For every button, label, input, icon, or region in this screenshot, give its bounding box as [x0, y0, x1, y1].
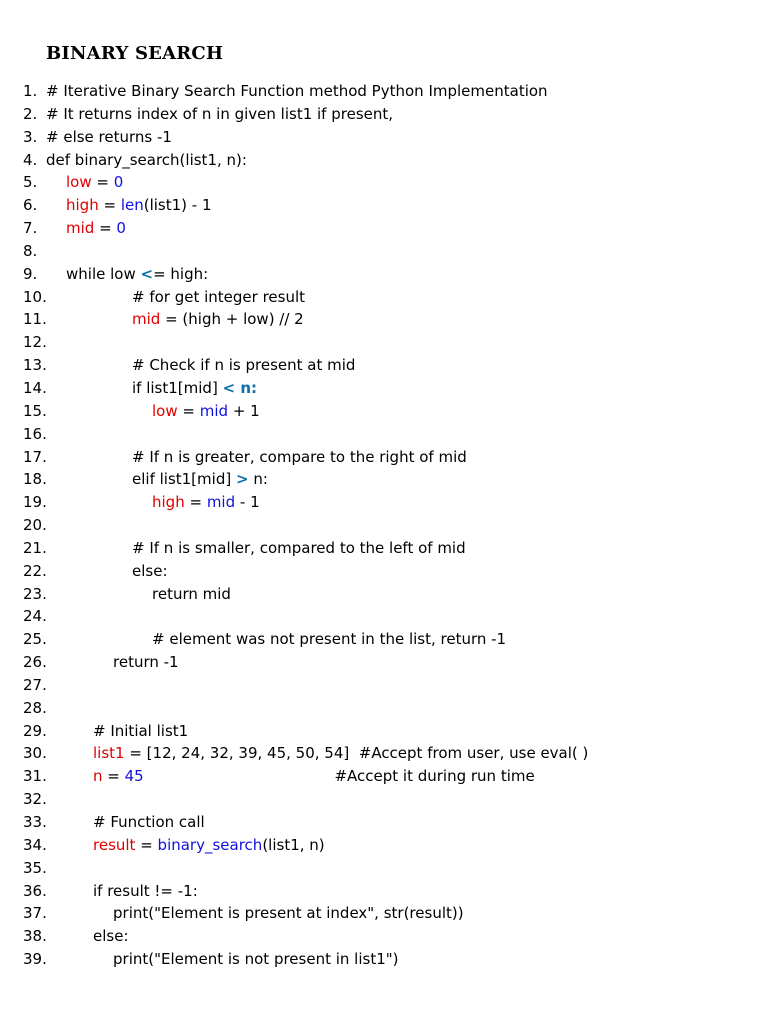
line-number: 22.: [23, 561, 47, 580]
line-number: 3.: [23, 127, 38, 146]
code-token: # else returns -1: [46, 127, 172, 146]
line-number: 16.: [23, 424, 47, 443]
code-line: [0, 491, 768, 514]
line-number: 12.: [23, 333, 47, 352]
code-token-red: mid: [66, 219, 95, 238]
code-line: [0, 354, 768, 377]
code-token: (list1, n): [262, 835, 325, 854]
code-text: [46, 80, 548, 103]
line-number: 18.: [23, 470, 47, 489]
line-number: 11.: [23, 310, 47, 329]
line-number: 2.: [23, 104, 38, 123]
code-text: [113, 651, 179, 674]
code-line: [0, 446, 768, 469]
code-token: n:: [248, 470, 268, 489]
line-number: 21.: [23, 538, 47, 557]
code-line: [0, 103, 768, 126]
code-text: [66, 217, 126, 240]
code-line: [0, 720, 768, 743]
code-token: # for get integer result: [132, 287, 306, 306]
code-text: [132, 560, 168, 583]
code-token: return mid: [152, 584, 231, 603]
code-text: [93, 720, 188, 743]
line-number: 30.: [23, 744, 47, 763]
code-token-blue: mid: [206, 493, 236, 512]
line-number: 8.: [23, 241, 38, 260]
code-line: [0, 697, 768, 720]
code-line: [0, 857, 768, 880]
code-token: =: [94, 219, 117, 238]
code-line: [0, 240, 768, 263]
code-text: [132, 354, 355, 377]
code-token: + 1: [228, 401, 260, 420]
code-line: [0, 331, 768, 354]
line-number: 7.: [23, 219, 38, 238]
code-line: [0, 742, 768, 765]
code-token: # If n is greater, compare to the right of mid: [132, 447, 467, 466]
code-text: [93, 880, 198, 903]
code-line: [0, 811, 768, 834]
code-token: while low: [66, 264, 141, 283]
code-token: #Accept it during run time: [143, 767, 535, 786]
line-number: 19.: [23, 493, 47, 512]
code-token: # It returns index of n in given list1 if present,: [46, 104, 394, 123]
code-text: [152, 628, 506, 651]
code-line: [0, 194, 768, 217]
code-token-blue: binary_search: [157, 835, 263, 854]
line-number: 5.: [23, 173, 38, 192]
code-token: return -1: [113, 653, 179, 672]
code-text: [46, 149, 247, 172]
code-text: [132, 446, 467, 469]
code-token-red: high: [66, 196, 99, 215]
code-line: [0, 788, 768, 811]
code-token: =: [102, 767, 125, 786]
code-listing: [0, 80, 768, 971]
code-line: [0, 286, 768, 309]
code-text: [93, 811, 205, 834]
code-text: [152, 583, 231, 606]
code-text: [113, 902, 464, 925]
line-number: 37.: [23, 904, 47, 923]
code-token: = high:: [153, 264, 209, 283]
line-number: 20.: [23, 516, 47, 535]
code-line: [0, 674, 768, 697]
line-number: 38.: [23, 927, 47, 946]
line-number: 31.: [23, 767, 47, 786]
code-text: [152, 400, 260, 423]
code-token-blue: 0: [113, 173, 124, 192]
code-token: =: [98, 196, 121, 215]
code-text: [66, 171, 123, 194]
code-token: else:: [132, 561, 168, 580]
code-token-red: result: [93, 835, 136, 854]
line-number: 9.: [23, 264, 38, 283]
code-token: =: [177, 401, 200, 420]
line-number: 36.: [23, 881, 47, 900]
code-line: [0, 80, 768, 103]
code-line: [0, 400, 768, 423]
code-text: [113, 948, 399, 971]
code-text: [66, 194, 212, 217]
line-number: 33.: [23, 813, 47, 831]
code-token-red: n: [93, 767, 103, 786]
code-token: = (high + low) // 2: [160, 310, 304, 329]
code-text: [46, 103, 393, 126]
code-token-red: low: [152, 401, 178, 420]
code-text: [132, 308, 304, 331]
code-line: [0, 605, 768, 628]
code-text: [93, 742, 588, 765]
code-token: - 1: [235, 493, 260, 512]
code-text: [66, 263, 208, 286]
code-line: [0, 423, 768, 446]
line-number: 4.: [23, 150, 38, 169]
code-token-op: < n:: [222, 378, 258, 397]
code-token: def binary_search(list1, n):: [46, 150, 247, 169]
code-line: [0, 263, 768, 286]
code-line: [0, 308, 768, 331]
code-token: # If n is smaller, compared to the left of mid: [132, 538, 466, 557]
code-token: # Check if n is present at mid: [132, 356, 356, 375]
code-line: [0, 468, 768, 491]
code-token: # element was not present in the list, return -1: [152, 630, 507, 649]
line-number: 24.: [23, 607, 47, 626]
code-line: [0, 149, 768, 172]
code-line: [0, 171, 768, 194]
code-token-op: >: [235, 470, 249, 489]
code-token: else:: [93, 927, 129, 946]
code-text: [132, 537, 466, 560]
line-number: 28.: [23, 698, 47, 717]
code-line: [0, 126, 768, 149]
code-token: # Iterative Binary Search Function method Python Implementation: [46, 82, 548, 100]
code-line: [0, 217, 768, 240]
code-text: [93, 834, 325, 857]
code-text: [93, 765, 535, 788]
code-line: [0, 925, 768, 948]
line-number: 34.: [23, 835, 47, 854]
line-number: 15.: [23, 401, 47, 420]
code-line: [0, 834, 768, 857]
line-number: 6.: [23, 196, 38, 215]
code-token-blue: 45: [124, 767, 144, 786]
code-line: [0, 377, 768, 400]
code-token-red: list1: [93, 744, 125, 763]
code-token: # Initial list1: [93, 721, 189, 740]
page-title: BINARY SEARCH: [46, 43, 224, 64]
code-line: [0, 583, 768, 606]
line-number: 26.: [23, 653, 47, 672]
code-line: [0, 880, 768, 903]
line-number: 35.: [23, 858, 47, 877]
code-line: [0, 514, 768, 537]
line-number: 1.: [23, 82, 38, 100]
line-number: 32.: [23, 790, 47, 809]
line-number: 29.: [23, 721, 47, 740]
code-text: [152, 491, 260, 514]
code-line: [0, 902, 768, 925]
code-token: =: [135, 835, 158, 854]
code-token: =: [91, 173, 114, 192]
line-number: 14.: [23, 378, 47, 397]
code-text: [93, 925, 129, 948]
line-number: 10.: [23, 287, 47, 306]
line-number: 39.: [23, 950, 47, 969]
code-token-red: high: [152, 493, 185, 512]
code-token: = [12, 24, 32, 39, 45, 50, 54] #Accept from user, use eval( ): [124, 744, 589, 763]
code-line: [0, 537, 768, 560]
line-number: 25.: [23, 630, 47, 649]
code-token: if result != -1:: [93, 881, 198, 900]
line-number: 23.: [23, 584, 47, 603]
code-token: (list1) - 1: [143, 196, 212, 215]
code-token-blue: mid: [199, 401, 229, 420]
code-token: # Function call: [93, 813, 205, 831]
code-token: =: [184, 493, 207, 512]
code-token-blue: len: [120, 196, 144, 215]
code-line: [0, 628, 768, 651]
code-token: elif list1[mid]: [132, 470, 236, 489]
code-line: [0, 948, 768, 971]
code-token-red: mid: [132, 310, 161, 329]
code-token: print("Element is present at index", str(result)): [113, 904, 464, 923]
code-token: print("Element is not present in list1"): [113, 950, 399, 969]
line-number: 17.: [23, 447, 47, 466]
code-text: [132, 377, 257, 400]
code-token-blue: 0: [116, 219, 126, 238]
code-text: [132, 286, 305, 309]
code-token-op: <: [140, 264, 154, 283]
line-number: 13.: [23, 356, 47, 375]
line-number: 27.: [23, 675, 47, 694]
code-line: [0, 651, 768, 674]
code-text: [132, 468, 268, 491]
code-line: [0, 765, 768, 788]
code-line: [0, 560, 768, 583]
code-token: if list1[mid]: [132, 378, 223, 397]
code-text: [46, 126, 172, 149]
code-token-red: low: [66, 173, 92, 192]
